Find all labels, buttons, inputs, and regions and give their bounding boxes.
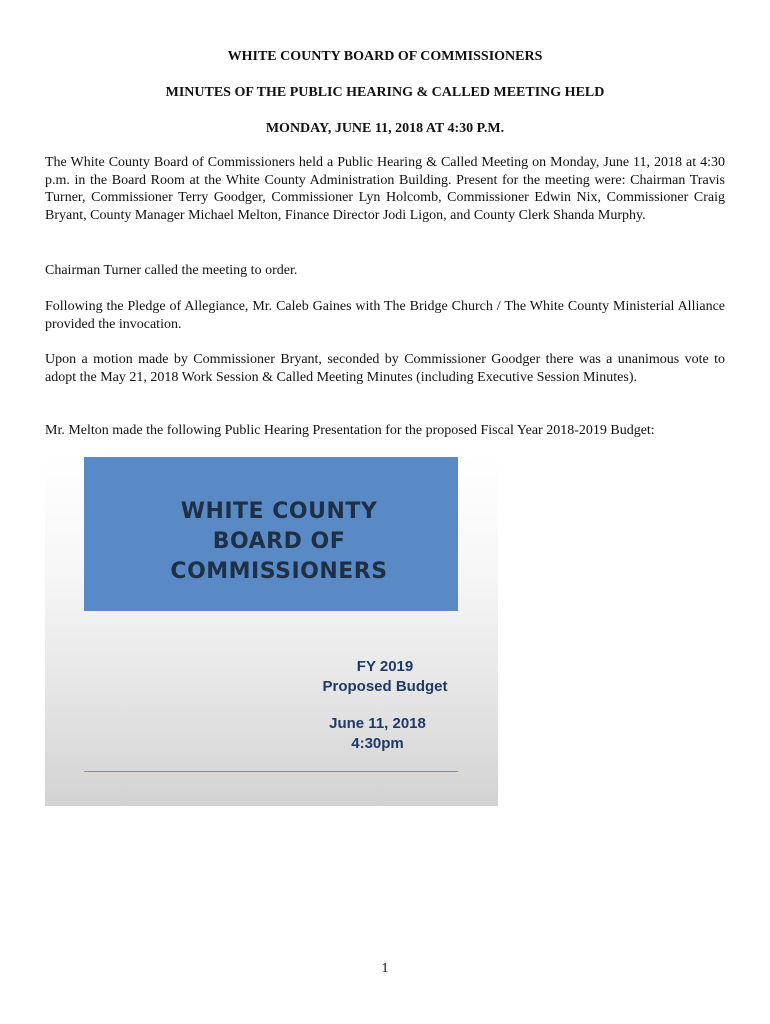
slide-date-text: June 11, 2018 4:30pm: [329, 715, 426, 752]
slide-banner-title: WHITE COUNTY BOARD OF COMMISSIONERS: [170, 499, 388, 584]
paragraph-attendance: The White County Board of Commissioners held a Public Hearing & Called Meeting on Monday, June 11, 2018 at 4:30 p.m. in the Board Room at the White County Administration Building. Present for the meeting were: Chairman Travis Turner, Commissioner Terry Goodger, Commissioner Lyn Holcomb, Commissioner Edwin Nix, Commissioner Craig Bryant, County Manager Michael Melton, Finance Director Jodi Ligon, and County Clerk Shanda Murphy.: [45, 155, 725, 223]
page-number: 1: [381, 961, 389, 976]
document-subtitle: MINUTES OF THE PUBLIC HEARING & CALLED MEETING HELD: [165, 85, 605, 100]
paragraph-presentation-intro: Mr. Melton made the following Public Hearing Presentation for the proposed Fiscal Year 2018-2019 Budget:: [45, 423, 655, 438]
slide-divider-line: [84, 771, 458, 772]
slide-title-banner: [84, 457, 458, 611]
paragraph-minutes-motion: Upon a motion made by Commissioner Bryant, seconded by Commissioner Goodger there was a unanimous vote to adopt the May 21, 2018 Work Session & Called Meeting Minutes (including Executive Session Minutes).: [45, 352, 725, 385]
document-title: WHITE COUNTY BOARD OF COMMISSIONERS: [227, 49, 543, 64]
slide-fy-budget-text: FY 2019 Proposed Budget: [322, 658, 448, 695]
meeting-date-heading: MONDAY, JUNE 11, 2018 AT 4:30 P.M.: [265, 121, 505, 136]
paragraph-call-to-order: Chairman Turner called the meeting to order.: [45, 263, 298, 278]
presentation-slide: [45, 455, 498, 806]
paragraph-invocation: Following the Pledge of Allegiance, Mr. Caleb Gaines with The Bridge Church / The White County Ministerial Alliance provided the invocation.: [45, 299, 725, 332]
